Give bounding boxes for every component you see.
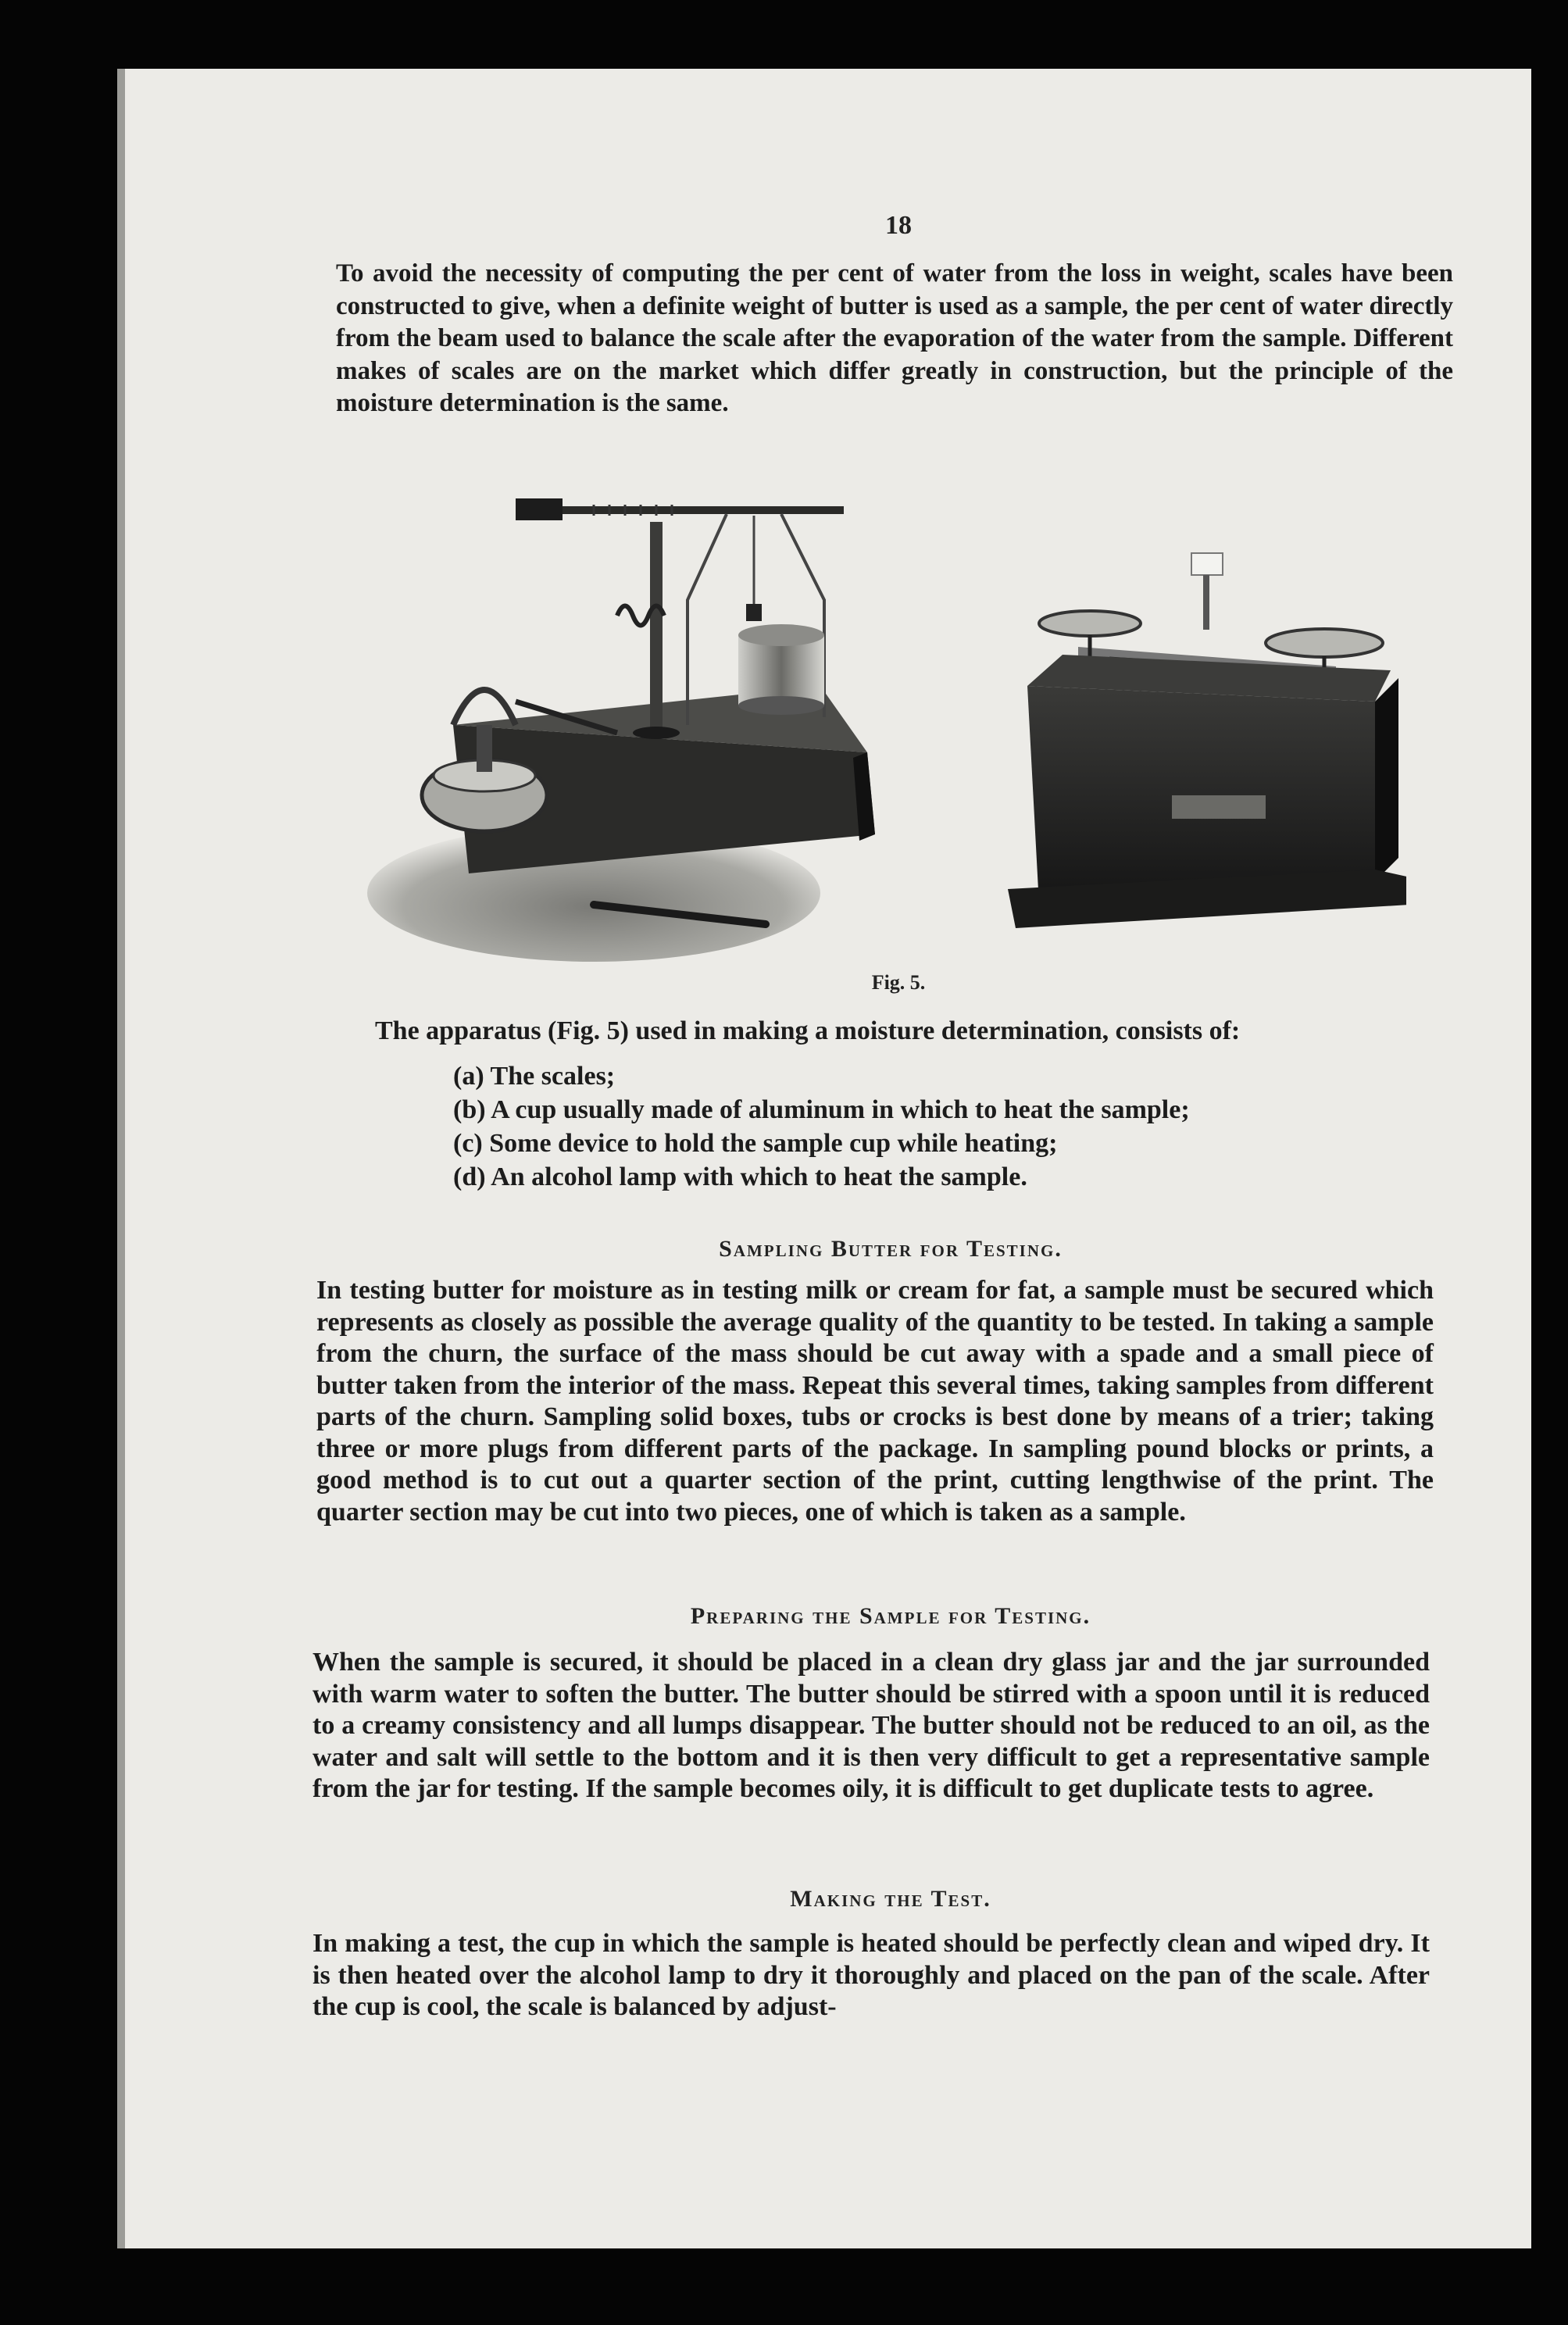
figure-moisture-scales: [359, 467, 1406, 967]
section-heading-preparing: Preparing the Sample for Testing.: [690, 1603, 1091, 1629]
page-number: 18: [885, 211, 912, 240]
left-scale-illustration: [367, 498, 875, 962]
apparatus-intro: [375, 1016, 1461, 1048]
figure-caption: Fig. 5.: [871, 971, 926, 994]
list-item: (b) A cup usually made of aluminum in which to heat the sample;: [453, 1095, 1190, 1124]
intro-paragraph-text: To avoid the necessity of computing the per cent of water from the loss in weight, scales have been constructed to give, when a definite weight of butter is used as a sample, the per cent of water directly from the beam used to balance the scale after the evaporation of the water from the sample. Different makes of scales are on the market which differ greatly in construction, but the principle of the moisture determination is the same.: [336, 259, 1453, 417]
section-heading-making: Making the Test.: [790, 1886, 991, 1912]
apparatus-list: [453, 1059, 1430, 1194]
section-text-preparing-body: When the sample is secured, it should be placed in a clean dry glass jar and the jar surrounded with warm water to soften the butter. The butter should be stirred with a spoon until it is reduced to a creamy consistency and all lumps disappear. The butter should not be reduced to an oil, as the water and salt will settle to the bottom and it is then very difficult to get a representative sample from the jar for testing. If the sample becomes oily, it is difficult to get duplicate tests to agree.: [313, 1648, 1430, 1803]
section-text-sampling: [316, 1275, 1434, 1528]
section-text-sampling-body: In testing butter for moisture as in testing milk or cream for fat, a sample must be secured which represents as closely as possible the average quality of the quantity to be tested. In taking a sample from the churn, the surface of the mass should be cut away with a spade and a small piece of butter taken from the interior of the mass. Repeat this several times, taking samples from different parts of the churn. Sampling solid boxes, tubs or crocks is best done by means of a trier; taking three or more plugs from different parts of the package. In sampling pound blocks or prints, a good method is to cut out a quarter section of the print, cutting lengthwise of the print. The quarter section may be cut into two pieces, one of which is taken as a sample.: [316, 1276, 1434, 1527]
intro-paragraph: [336, 258, 1453, 420]
section-heading-sampling: Sampling Butter for Testing.: [719, 1236, 1063, 1262]
section-text-making-body: In making a test, the cup in which the sample is heated should be perfectly clean and wiped dry. It is then heated over the alcohol lamp to dry it thoroughly and placed on the pan of the scale. After the cup is cool, the scale is balanced by adjust-: [313, 1929, 1430, 2021]
apparatus-intro-text: The apparatus (Fig. 5) used in making a moisture determination, consists of:: [375, 1016, 1241, 1045]
section-text-preparing: [313, 1647, 1430, 1805]
list-item: (d) An alcohol lamp with which to heat the sample.: [453, 1162, 1027, 1191]
right-scale-illustration: [1008, 553, 1406, 928]
section-text-making: [313, 1928, 1430, 2023]
list-item: (a) The scales;: [453, 1062, 616, 1091]
list-item: (c) Some device to hold the sample cup while heating;: [453, 1129, 1058, 1158]
